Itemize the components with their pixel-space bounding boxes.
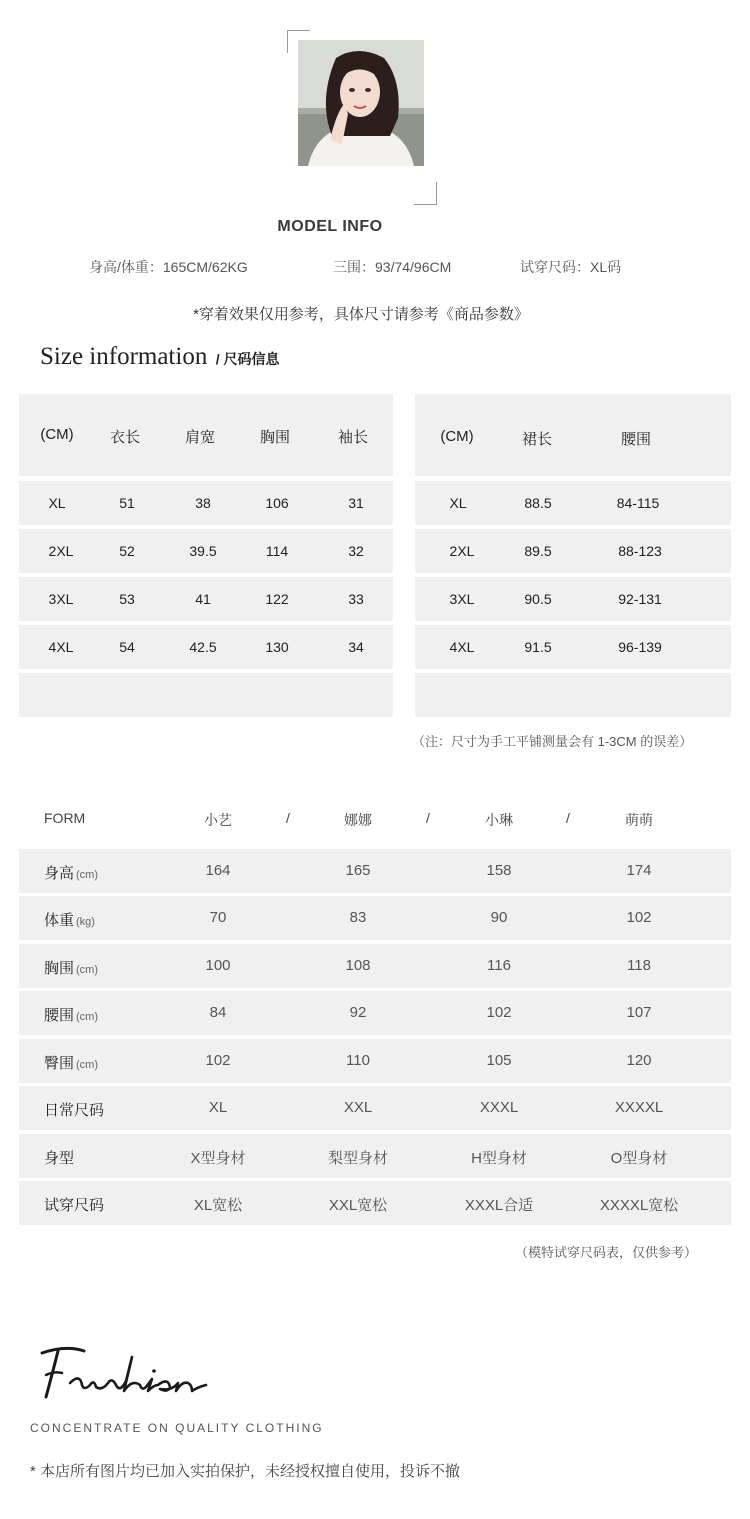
- form-model-name: 小艺: [204, 812, 232, 828]
- form-value: 105: [486, 1052, 512, 1069]
- form-value: 107: [626, 1004, 652, 1021]
- form-separator: /: [566, 810, 570, 826]
- top-cell: XL: [48, 495, 66, 511]
- form-row-label: 身高 (cm): [44, 865, 99, 882]
- form-value: XXXXL宽松: [599, 1197, 679, 1214]
- form-value: 158: [486, 862, 512, 879]
- top-cell: 33: [348, 591, 364, 607]
- skirt-cell: 92-131: [618, 591, 662, 607]
- top-cell: 51: [119, 495, 135, 511]
- form-value: O型身材: [610, 1150, 668, 1167]
- form-value: XXL: [343, 1099, 373, 1116]
- skirt-cell: 4XL: [449, 639, 475, 655]
- form-value: XXXL合适: [464, 1197, 534, 1214]
- top-cell: 106: [265, 495, 289, 511]
- model-tried-size: 试穿尺码：XL码: [520, 259, 622, 275]
- form-value: XL宽松: [193, 1197, 243, 1214]
- form-row-hip: [19, 1039, 731, 1083]
- top-cell: 39.5: [189, 543, 217, 559]
- top-table-empty-row: [19, 673, 393, 717]
- form-row-height: [19, 849, 731, 893]
- form-value: 108: [345, 957, 371, 974]
- top-cell: 3XL: [48, 591, 74, 607]
- top-header-cm: (CM): [40, 426, 74, 443]
- form-value: XXL宽松: [328, 1197, 388, 1214]
- form-value: 92: [349, 1004, 367, 1021]
- fashion-logo: [36, 1335, 216, 1410]
- form-value: 120: [626, 1052, 652, 1069]
- form-value: X型身材: [190, 1150, 246, 1167]
- form-value: H型身材: [471, 1150, 527, 1167]
- top-cell: 114: [265, 543, 289, 559]
- form-value: 84: [209, 1004, 227, 1021]
- form-row-daily-size: [19, 1086, 731, 1130]
- skirt-cell: 2XL: [449, 543, 475, 559]
- size-information-title: [40, 343, 280, 371]
- top-header-length: 衣长: [109, 429, 140, 446]
- reference-note: *穿着效果仅用参考，具体尺寸请参考《商品参数》: [193, 306, 529, 323]
- form-value: 90: [490, 909, 508, 926]
- form-note: （模特试穿尺码表，仅供参考）: [515, 1245, 698, 1260]
- top-cell: 122: [265, 591, 289, 607]
- model-measurements: 三围：93/74/96CM: [333, 259, 452, 275]
- form-value: 102: [486, 1004, 512, 1021]
- top-cell: 52: [119, 543, 135, 559]
- size-title-cn: / 尺码信息: [215, 351, 280, 367]
- form-value: XXXXL: [614, 1099, 664, 1116]
- form-model-name: 萌萌: [625, 812, 653, 828]
- model-photo: [298, 40, 424, 166]
- skirt-cell: 3XL: [449, 591, 475, 607]
- form-value: 70: [209, 909, 227, 926]
- skirt-header-length: 裙长: [521, 431, 552, 448]
- form-row-waist: [19, 991, 731, 1035]
- skirt-cell: 88-123: [618, 543, 662, 559]
- form-value: 164: [205, 862, 231, 879]
- form-value: 165: [345, 862, 371, 879]
- form-value: 174: [626, 862, 652, 879]
- skirt-cell: 88.5: [524, 495, 552, 511]
- top-cell: 2XL: [48, 543, 74, 559]
- form-value: 110: [346, 1052, 370, 1069]
- top-cell: 4XL: [48, 639, 74, 655]
- form-row-label: 体重 (kg): [44, 912, 95, 929]
- top-cell: 31: [348, 495, 364, 511]
- form-value: 102: [626, 909, 652, 926]
- concentrate-tagline: CONCENTRATE ON QUALITY CLOTHING: [30, 1421, 324, 1435]
- skirt-cell: 91.5: [524, 639, 552, 655]
- form-value: 102: [205, 1052, 231, 1069]
- skirt-cell: 89.5: [524, 543, 552, 559]
- form-separator: /: [286, 810, 290, 826]
- form-row-label: 日常尺码: [44, 1102, 105, 1119]
- form-value: 梨型身材: [327, 1150, 388, 1167]
- model-height-weight: 身高/体重：165CM/62KG: [89, 259, 248, 275]
- form-value: XL: [208, 1099, 228, 1116]
- form-row-label: 试穿尺码: [44, 1197, 105, 1214]
- copyright-note: * 本店所有图片均已加入实拍保护，未经授权擅自使用，投诉不撤: [30, 1463, 461, 1480]
- form-row-weight: [19, 896, 731, 940]
- skirt-header-waist: 腰围: [620, 431, 651, 448]
- measure-note: （注：尺寸为手工平铺测量会有 1-3CM 的误差）: [412, 734, 693, 749]
- form-model-name: 娜娜: [344, 812, 372, 828]
- form-separator: /: [426, 810, 430, 826]
- size-title-en: Size information: [40, 343, 208, 370]
- form-value: 100: [205, 957, 231, 974]
- skirt-cell: 90.5: [524, 591, 552, 607]
- form-row-label: 臀围 (cm): [44, 1055, 99, 1072]
- model-info-title: MODEL INFO: [277, 218, 383, 235]
- form-value: 116: [487, 957, 511, 974]
- form-value: XXXL: [479, 1099, 519, 1116]
- form-model-name: 小琳: [485, 812, 513, 828]
- top-header-chest: 胸围: [259, 429, 290, 446]
- top-cell: 32: [348, 543, 364, 559]
- form-row-label: 腰围 (cm): [44, 1007, 99, 1024]
- photo-frame-corner: [414, 182, 437, 205]
- form-row-tried-size: [19, 1181, 731, 1225]
- form-label: FORM: [44, 810, 86, 826]
- skirt-header-cm: (CM): [440, 428, 474, 445]
- form-row-label: 身型: [44, 1150, 75, 1167]
- skirt-cell: XL: [449, 495, 467, 511]
- top-header-sleeve: 袖长: [337, 429, 368, 446]
- form-value: 118: [627, 957, 651, 974]
- top-cell: 34: [348, 639, 364, 655]
- top-cell: 41: [195, 591, 211, 607]
- form-value: 83: [349, 909, 367, 926]
- top-header-shoulder: 肩宽: [184, 429, 215, 446]
- top-cell: 38: [195, 495, 211, 511]
- top-cell: 130: [265, 639, 289, 655]
- form-row-body-type: [19, 1134, 731, 1178]
- top-cell: 53: [119, 591, 135, 607]
- top-cell: 42.5: [189, 639, 217, 655]
- skirt-table-empty-row: [415, 673, 731, 717]
- skirt-cell: 84-115: [616, 495, 660, 511]
- skirt-cell: 96-139: [618, 639, 662, 655]
- top-cell: 54: [119, 639, 135, 655]
- form-row-chest: [19, 944, 731, 988]
- form-row-label: 胸围 (cm): [44, 960, 99, 977]
